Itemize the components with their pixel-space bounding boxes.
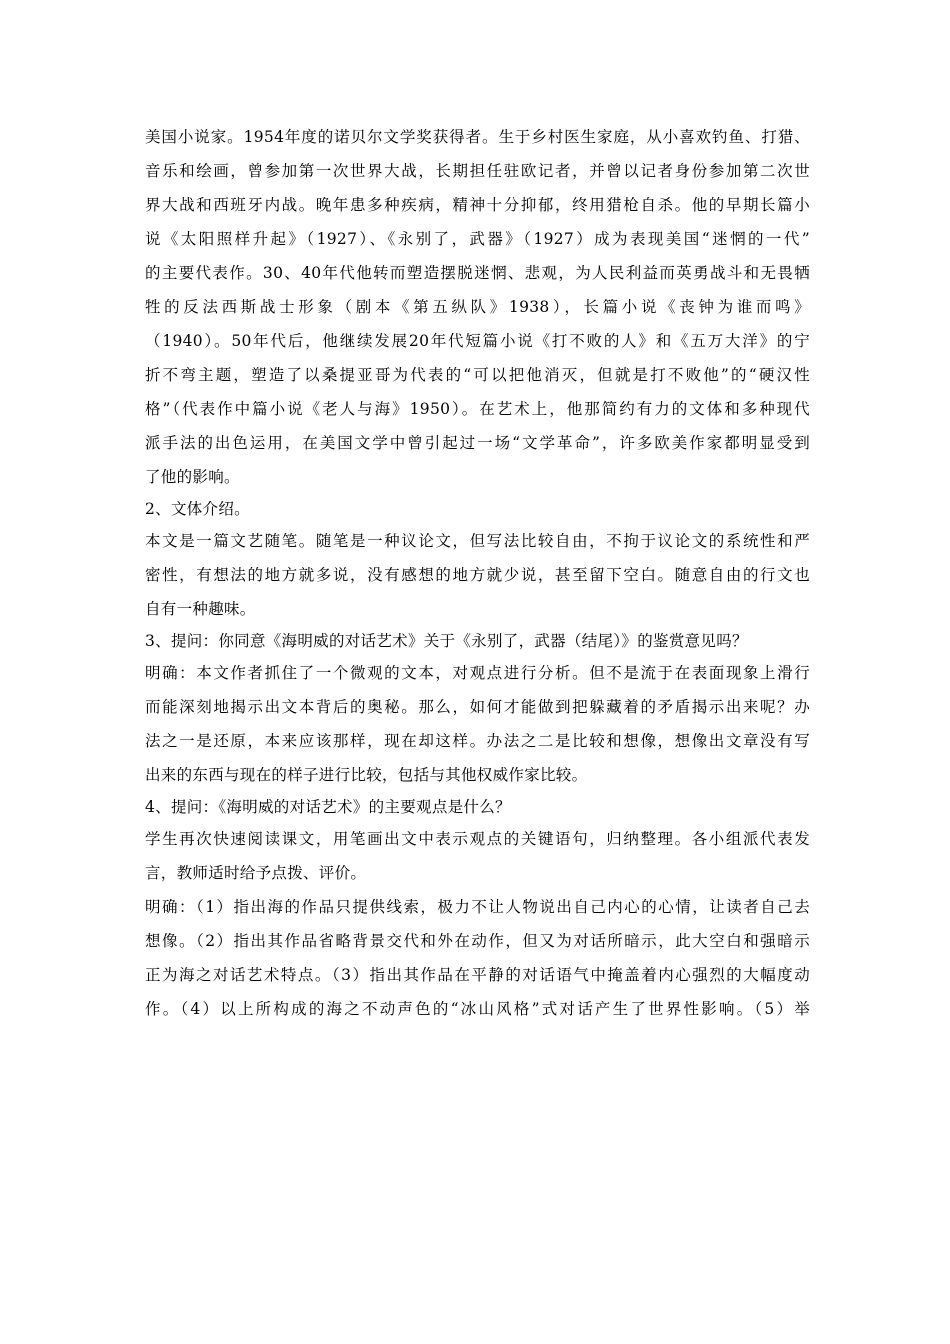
text-line: 正为海之对话艺术特点。（3）指出其作品在平静的对话语气中掩盖着内心强烈的大幅度动	[145, 966, 810, 984]
text-line: 学生再次快速阅读课文，用笔画出文中表示观点的关键语句，归纳整理。各小组派代表发	[145, 830, 810, 848]
text-line: 美国小说家。1954年度的诺贝尔文学奖获得者。生于乡村医生家庭，从小喜欢钓鱼、打猎、	[145, 128, 810, 146]
text-line: 言，教师适时给予点拨、评价。	[145, 864, 367, 882]
text-line: 而能深刻地揭示出文本背后的奥秘。那么，如何才能做到把躲藏着的矛盾揭示出来呢？办	[145, 698, 810, 716]
text-line: 明确：（1）指出海的作品只提供线索，极力不让人物说出自己内心的心情，让读者自己去	[145, 898, 810, 916]
text-line: 折不弯主题，塑造了以桑提亚哥为代表的“可以把他消灭，但就是打不败他”的“硬汉性	[145, 366, 810, 384]
text-line: 界大战和西班牙内战。晚年患多种疾病，精神十分抑郁，终用猎枪自杀。他的早期长篇小	[145, 196, 810, 214]
text-line: 牲的反法西斯战士形象（剧本《第五纵队》1938），长篇小说《丧钟为谁而鸣》	[145, 298, 810, 316]
text-line: 派手法的出色运用，在美国文学中曾引起过一场“文学革命”，许多欧美作家都明显受到	[145, 434, 810, 452]
text-line: 自有一种趣味。	[145, 600, 256, 618]
text-line: 出来的东西与现在的样子进行比较，包括与其他权威作家比较。	[145, 766, 588, 784]
question-line: 3、提问：你同意《海明威的对话艺术》关于《永别了，武器（结尾）》的鉴赏意见吗？	[145, 632, 748, 650]
document-body	[145, 120, 810, 1026]
text-line: 音乐和绘画，曾参加第一次世界大战，长期担任驻欧记者，并曾以记者身份参加第二次世	[145, 162, 810, 180]
text-line: 本文是一篇文艺随笔。随笔是一种议论文，但写法比较自由，不拘于议论文的系统性和严	[145, 532, 810, 550]
text-line: 想像。（2）指出其作品省略背景交代和外在动作，但又为对话所暗示，此大空白和强暗示	[145, 932, 810, 950]
text-line: 法之一是还原，本来应该那样，现在却这样。办法之二是比较和想像，想像出文章没有写	[145, 732, 810, 750]
section-heading: 2、文体介绍。	[145, 500, 250, 518]
text-line: （1940）。50年代后，他继续发展20年代短篇小说《打不败的人》和《五万大洋》的宁	[145, 332, 810, 350]
text-line: 明确：本文作者抓住了一个微观的文本，对观点进行分析。但不是流于在表面现象上滑行	[145, 664, 810, 682]
question-line: 4、提问：《海明威的对话艺术》的主要观点是什么？	[145, 798, 511, 816]
text-line: 格”（代表作中篇小说《老人与海》1950）。在艺术上，他那简约有力的文体和多种现代	[145, 400, 810, 418]
text-line: 密性，有想法的地方就多说，没有感想的地方就少说，甚至留下空白。随意自由的行文也	[145, 566, 810, 584]
text-line: 说《太阳照样升起》（1927）、《永别了，武器》（1927）成为表现美国“迷惘的一代”	[145, 230, 810, 248]
text-line: 了他的影响。	[145, 468, 240, 486]
text-line: 的主要代表作。30、40年代他转而塑造摆脱迷惘、悲观，为人民利益而英勇战斗和无畏牺	[145, 264, 810, 282]
text-line: 作。（4）以上所构成的海之不动声色的“冰山风格”式对话产生了世界性影响。（5）举	[145, 1000, 810, 1018]
